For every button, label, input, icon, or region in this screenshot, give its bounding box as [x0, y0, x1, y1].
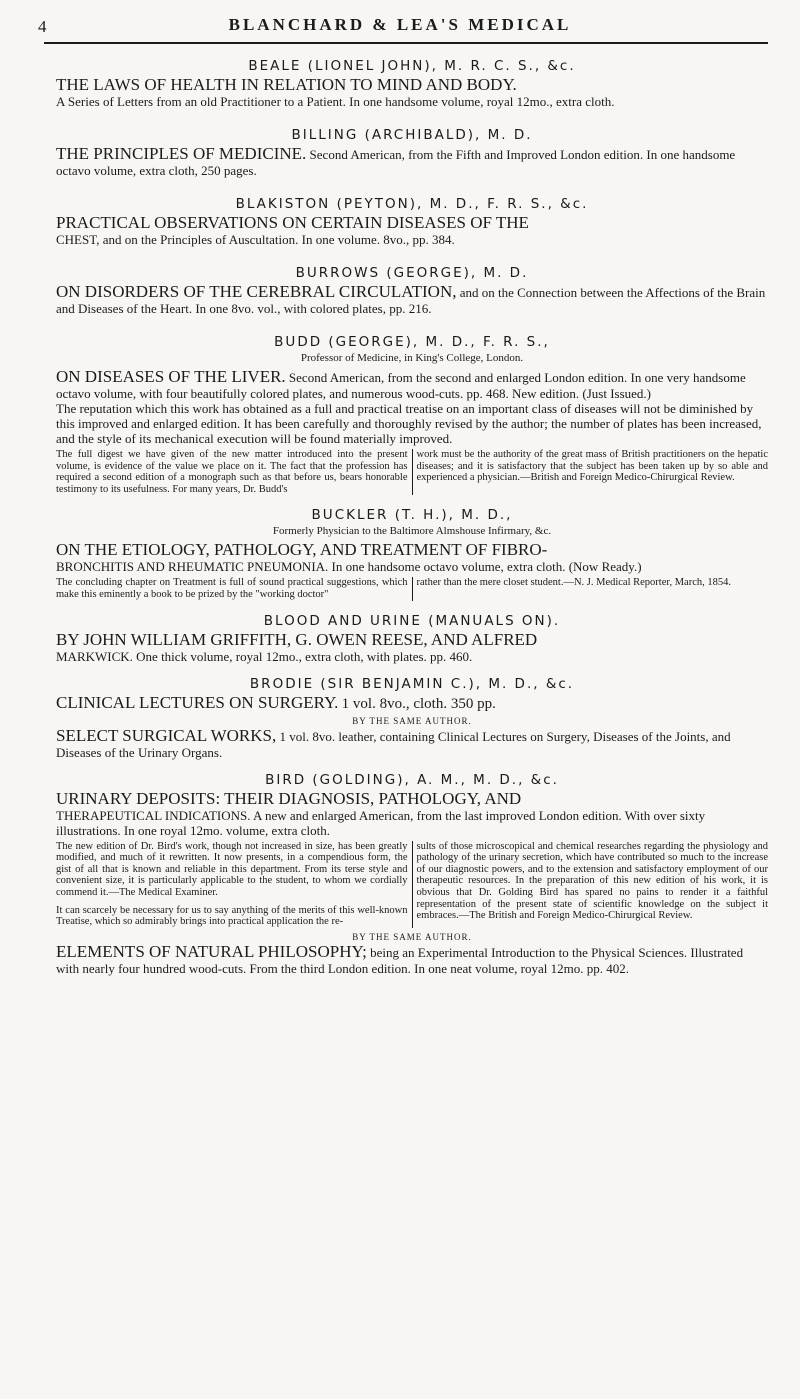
author-heading: BRODIE (SIR BENJAMIN C.), M. D., &c. [249, 675, 575, 692]
header-rule [44, 42, 768, 44]
book-description: A Series of Letters from an old Practitioner to a Patient. In one handsome volume, royal 12mo., extra cloth. [56, 94, 615, 109]
book-description: Second American, from the second and enlarged London edition. In one very handsome octavo volume, with four beautifully colored plates, and numerous wood-cuts. pp. 468. New edition. (Just Issued.) [56, 370, 746, 401]
book-title: CLINICAL LECTURES ON SURGERY. [56, 692, 339, 712]
review-right: work must be the authority of the great mass of British practitioners on the hepatic diseases; and it is satisfactory that the subject has been taken up by so able and experienced a physician.—British and Foreign Medico-Chirurgical Review. [416, 449, 768, 484]
book-title: THE LAWS OF HEALTH IN RELATION TO MIND AND BODY. [56, 75, 517, 94]
author-heading: BIRD (GOLDING), A. M., M. D., &c. [265, 771, 559, 788]
book-title-2: SELECT SURGICAL WORKS, [56, 725, 277, 745]
entry-burrows [56, 265, 768, 316]
author-heading: BILLING (ARCHIBALD), M. D. [291, 127, 533, 143]
author-heading: BEALE (LIONEL JOHN), M. R. C. S., &c. [248, 58, 576, 74]
running-head: BLANCHARD & LEA'S MEDICAL [228, 15, 572, 34]
review-left-para-2: It can scarcely be necessary for us to say anything of the merits of this well-known Treatise, which so admirably brings into practical application the re- [56, 904, 408, 928]
book-title: ON DISORDERS OF THE CEREBRAL CIRCULATION, [56, 282, 457, 301]
review-block [56, 577, 768, 600]
book-description-2: 1 vol. 8vo. leather, containing Clinical Lectures on Surgery, Diseases of the Joints, and Diseases of the Urinary Organs. [56, 728, 731, 760]
book-title: ON THE ETIOLOGY, PATHOLOGY, AND TREATMENT OF FIBRO- [56, 540, 548, 560]
book-description: MARKWICK. One thick volume, royal 12mo., extra cloth, with plates. pp. 460. [56, 648, 473, 664]
book-title: THE PRINCIPLES OF MEDICINE. [56, 144, 307, 163]
book-description: BRONCHITIS AND RHEUMATIC PNEUMONIA. In one handsome octavo volume, extra cloth. (Now Ready.) [56, 559, 642, 575]
book-description: Second American, from the Fifth and Improved London edition. In one handsome octavo volume, extra cloth, 250 pages. [56, 147, 736, 178]
entry-brodie [56, 676, 768, 760]
page-number: 4 [38, 17, 47, 36]
book-description-2: being an Experimental Introduction to the Physical Sciences. Illustrated with nearly four hundred wood-cuts. From the third London edition. In one neat volume, royal 12mo. pp. 402. [56, 944, 744, 976]
author-heading: BUDD (GEORGE), M. D., F. R. S., [274, 334, 550, 350]
entry-beale [56, 58, 768, 109]
review-block [56, 449, 768, 495]
book-title: BY JOHN WILLIAM GRIFFITH, G. OWEN REESE, AND ALFRED [56, 629, 538, 649]
review-right: rather than the mere closet student.—N. J. Medical Reporter, March, 1854. [416, 577, 731, 589]
author-affiliation: Professor of Medicine, in King's College, London. [300, 352, 524, 364]
entry-billing [56, 127, 768, 178]
entry-blakiston [56, 196, 768, 247]
author-heading: BLOOD AND URINE (MANUALS ON). [263, 612, 561, 629]
author-affiliation: Formerly Physician to the Baltimore Almshouse Infirmary, &c. [272, 525, 552, 538]
review-left-para-1: The new edition of Dr. Bird's work, though not increased in size, has been greatly modified, and much of it rewritten. It now presents, in a compendious form, the gist of all that is known and reliable in this department. From its terse style and convenient size, it is particularly applicable to the student, to whom we cordially commend it.—The Medical Examiner. [56, 840, 408, 898]
review-left: The concluding chapter on Treatment is full of sound practical suggestions, which make this eminently a book to be prized by the "working doctor" [56, 577, 413, 600]
book-title-suffix: 1 vol. 8vo., cloth. 350 pp. [341, 695, 496, 712]
author-heading: BURROWS (GEORGE), M. D. [295, 265, 529, 281]
catalogue-content [56, 58, 768, 976]
same-author-label: BY THE SAME AUTHOR. [352, 931, 472, 942]
book-note: The reputation which this work has obtained as a full and practical treatise on an important class of diseases will not be diminished by this improved and enlarged edition. It has been carefully and thoroughly revised by the author; the number of plates has been increased, and the style of its mechanical execution will be found materially improved. [56, 401, 762, 446]
same-author-label: BY THE SAME AUTHOR. [352, 715, 472, 726]
book-description: THERAPEUTICAL INDICATIONS. A new and enlarged American, from the last improved London edition. With over sixty illustrations. In one royal 12mo. volume, extra cloth. [56, 807, 706, 838]
review-left: The full digest we have given of the new matter introduced into the present volume, is evidence of the value we place on it. The fact that the profession has required a second edition of a monograph such as that before us, bears honorable testimony to its usefulness. For many years, Dr. Budd's [56, 449, 413, 495]
book-description: and on the Connection between the Affections of the Brain and Diseases of the Heart. In one 8vo. vol., with colored plates, pp. 216. [56, 285, 766, 316]
review-left [56, 841, 413, 928]
book-title: PRACTICAL OBSERVATIONS ON CERTAIN DISEASES OF THE [56, 213, 529, 232]
book-title: URINARY DEPOSITS: THEIR DIAGNOSIS, PATHOLOGY, AND [56, 788, 522, 808]
entry-blood-and-urine [56, 613, 768, 664]
entry-bird [56, 772, 768, 976]
entry-buckler [56, 507, 768, 600]
book-description: CHEST, and on the Principles of Auscultation. In one volume. 8vo., pp. 384. [56, 232, 455, 247]
review-right: sults of those microscopical and chemical researches regarding the physiology and pathology of the urinary secretion, which have contributed so much to the increase of our diagnostic powers, and to the extension and satisfactory employment of our therapeutic resources. In the preparation of this new edition of his work, it is obvious that Dr. Golding Bird has spared no pains to render it a faithful representation of the present state of scientific knowledge on the subject it embraces.—The British and Foreign Medico-Chirurgical Review. [416, 840, 768, 922]
review-block [56, 841, 768, 928]
book-title-2: ELEMENTS OF NATURAL PHILOSOPHY; [56, 941, 367, 961]
book-title: ON DISEASES OF THE LIVER. [56, 367, 286, 386]
entry-budd [56, 334, 768, 495]
author-heading: BLAKISTON (PEYTON), M. D., F. R. S., &c. [235, 196, 589, 212]
author-heading: BUCKLER (T. H.), M. D., [311, 507, 513, 524]
